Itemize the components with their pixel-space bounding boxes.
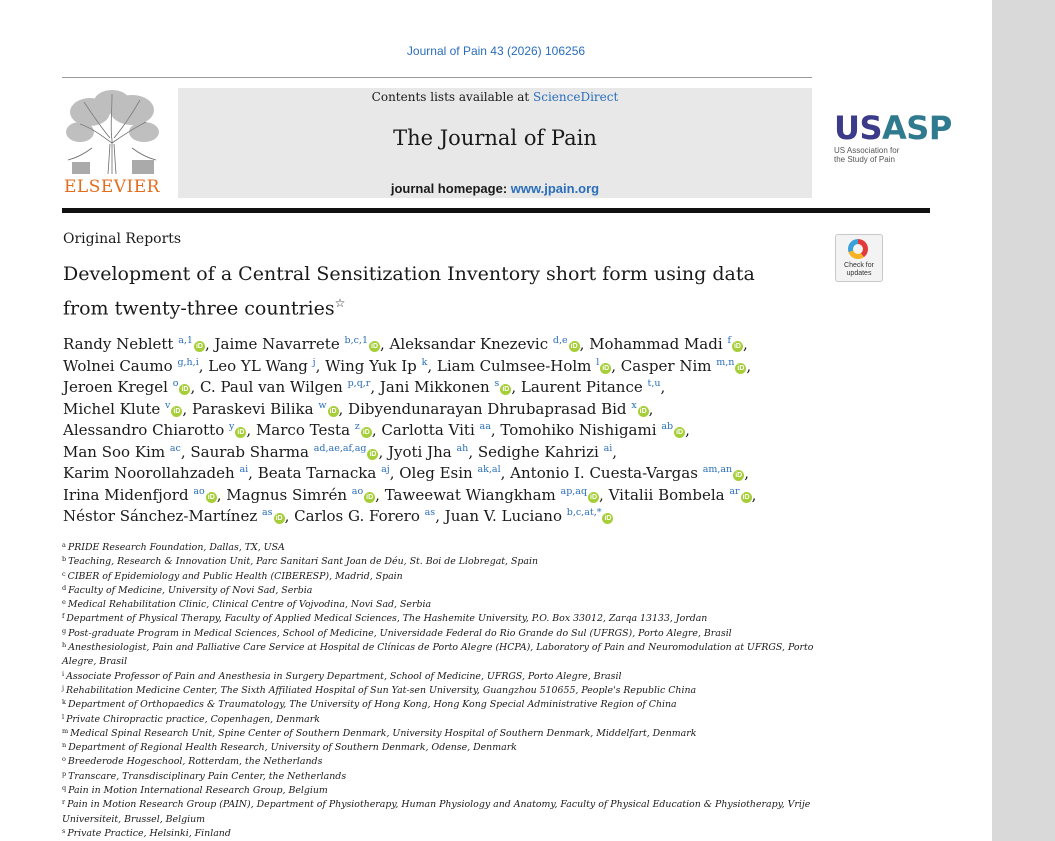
- affiliation-item: [62, 827, 822, 841]
- affiliation-text: Teaching, Research & Innovation Unit, Parc Sanitari Sant Joan de Déu, St. Boi de Llobregat, Spain: [68, 556, 539, 568]
- author-name-link[interactable]: [63, 421, 246, 439]
- affiliation-text: Private Practice, Helsinki, Finland: [67, 827, 231, 839]
- author-name-link[interactable]: [390, 335, 580, 353]
- author-separator: ,: [216, 485, 227, 504]
- author-separator: ,: [599, 485, 609, 504]
- author-name-link[interactable]: [609, 486, 752, 504]
- author-name: Oleg Esin: [399, 464, 473, 482]
- author-name-link[interactable]: [208, 357, 315, 375]
- author-line: [63, 506, 823, 528]
- author-line: [63, 463, 823, 485]
- affiliation-item: [62, 727, 822, 741]
- homepage-label: journal homepage:: [390, 181, 511, 196]
- author-name-link[interactable]: [385, 486, 599, 504]
- author-name: Leo YL Wang: [208, 356, 308, 375]
- orcid-icon[interactable]: iD: [207, 493, 215, 501]
- author-name: Carlotta Viti: [381, 421, 475, 439]
- author-name-link[interactable]: [63, 357, 199, 375]
- author-name: Sedighe Kahrizi: [477, 442, 599, 461]
- check-updates-label: [836, 262, 882, 278]
- affiliation-key: f: [62, 612, 65, 621]
- author-separator: ,: [180, 442, 191, 461]
- author-name: Laurent Pitance: [520, 378, 643, 396]
- author-affiliation-marker[interactable]: l: [596, 356, 600, 368]
- author-separator: ,: [751, 485, 757, 504]
- author-name: Randy Neblett: [63, 335, 174, 353]
- article-title-line-2: [63, 289, 803, 323]
- affiliation-key: e: [62, 598, 66, 607]
- orcid-icon[interactable]: iD: [173, 407, 181, 415]
- affiliation-key: c: [62, 569, 66, 578]
- orcid-icon[interactable]: iD: [366, 493, 374, 501]
- author-name-link[interactable]: [258, 464, 390, 482]
- author-affiliation-marker[interactable]: k: [421, 356, 428, 368]
- author-name-link[interactable]: [478, 443, 612, 461]
- affiliation-text: Medical Spinal Research Unit, Spine Center of Southern Denmark, University Hospital of Southern Denmark, Middelfart, Denmark: [70, 727, 697, 739]
- author-name: Alessandro Chiarotto: [63, 421, 225, 439]
- affiliation-item: [62, 627, 822, 641]
- affiliation-key: s: [62, 826, 66, 835]
- author-name-link[interactable]: [200, 378, 370, 396]
- journal-name: The Journal of Pain: [393, 126, 597, 150]
- author-name: Michel Klute: [63, 399, 161, 418]
- author-name-link[interactable]: [63, 507, 285, 525]
- viewer-side-gutter: [992, 0, 1055, 841]
- author-affiliation-marker[interactable]: aa: [479, 421, 491, 432]
- affiliation-item: [62, 770, 822, 784]
- author-affiliation-marker[interactable]: ai: [603, 442, 613, 454]
- orcid-icon[interactable]: iD: [570, 343, 578, 350]
- author-affiliation-marker[interactable]: p,q,r: [347, 378, 371, 389]
- author-name-link[interactable]: [325, 357, 427, 375]
- author-name-link[interactable]: [63, 335, 205, 353]
- orcid-icon[interactable]: iD: [275, 515, 283, 522]
- affiliation-text: CIBER of Epidemiology and Public Health (CIBERESP), Madrid, Spain: [67, 570, 403, 582]
- affiliation-key: o: [62, 755, 66, 764]
- author-affiliation-marker[interactable]: aj: [381, 464, 390, 475]
- author-separator: ,: [435, 507, 445, 525]
- author-affiliation-marker[interactable]: b,c,at,*: [566, 507, 602, 518]
- author-name-link[interactable]: [437, 357, 611, 375]
- affiliation-text: Post-graduate Program in Medical Sciences, School of Medicine, Universidade Federal do Rio Grande do Sul (UFRGS), Porto Alegre, Brasil: [68, 627, 732, 639]
- author-name: Mohammad Madi: [589, 335, 723, 353]
- affiliation-key: b: [62, 555, 67, 564]
- author-separator: ,: [380, 335, 390, 353]
- author-separator: ,: [490, 421, 501, 439]
- affiliation-text: Anesthesiologist, Pain and Palliative Care Service at Hospital de Clínicas de Porto Alegre (HCPA), Laboratory of Pain and Neuromodulation at UFRGS, Porto Alegre, Brasil: [62, 642, 814, 668]
- author-affiliation-marker[interactable]: ao: [351, 485, 364, 497]
- affiliation-item: [62, 555, 822, 569]
- author-separator: ,: [648, 399, 654, 418]
- author-name-link[interactable]: [63, 464, 248, 482]
- homepage-line: [178, 181, 812, 196]
- author-separator: ,: [744, 464, 749, 482]
- contents-prefix: Contents lists available at: [371, 90, 534, 104]
- affiliation-key: r: [62, 798, 66, 807]
- elsevier-logo[interactable]: [62, 88, 162, 200]
- orcid-icon[interactable]: iD: [742, 493, 750, 501]
- author-affiliation-marker[interactable]: ac: [169, 442, 181, 454]
- affiliation-text: Associate Professor of Pain and Anesthesia in Surgery Department, School of Medicine, UFRGS, Porto Alegre, Brasil: [66, 670, 622, 682]
- affiliation-key: a: [62, 541, 66, 549]
- author-name-link[interactable]: [348, 400, 649, 418]
- affiliation-item: [62, 584, 822, 598]
- author-name: Dibyendunarayan Dhrubaprasad Bid: [348, 399, 627, 418]
- author-line: [63, 399, 823, 421]
- article-section-label: Original Reports: [63, 231, 182, 247]
- orcid-icon[interactable]: iD: [733, 343, 741, 350]
- author-line: [63, 334, 823, 356]
- orcid-icon[interactable]: iD: [676, 429, 684, 436]
- author-affiliation-marker[interactable]: a,1: [178, 335, 193, 346]
- affiliation-list: [62, 541, 822, 841]
- article-title-line-2-text: from twenty-three countries: [63, 297, 335, 320]
- affiliation-text: Department of Orthopaedics & Traumatology, The University of Hong Kong, Hong Kong Special Administrative Region of China: [67, 699, 677, 711]
- author-name: Liam Culmsee-Holm: [436, 356, 592, 375]
- masthead-banner: [178, 88, 812, 198]
- elsevier-wordmark: ELSEVIER: [64, 177, 160, 197]
- affiliation-item: [62, 784, 822, 798]
- author-name: Jeroen Kregel: [63, 378, 168, 396]
- author-name: Jani Mikkonen: [379, 378, 490, 396]
- affiliation-text: Department of Physical Therapy, Faculty of Applied Medical Sciences, The Hashemite University, P.O. Box 33012, Zarqa 13133, Jordan: [66, 613, 708, 625]
- author-separator: ,: [612, 442, 618, 461]
- author-separator: ,: [190, 378, 200, 396]
- homepage-link[interactable]: www.jpain.org: [510, 181, 600, 196]
- author-affiliation-marker[interactable]: x: [631, 399, 637, 411]
- author-name-link[interactable]: [445, 507, 614, 525]
- affiliation-text: Rehabilitation Medicine Center, The Sixth Affiliated Hospital of Sun Yat-sen University, Guangzhou 510655, People's Republic China: [66, 684, 697, 696]
- affiliation-text: Breederode Hogeschool, Rotterdam, the Netherlands: [67, 756, 323, 768]
- orcid-icon[interactable]: iD: [502, 386, 510, 393]
- affiliation-key: p: [62, 769, 67, 778]
- article-title: [63, 260, 803, 323]
- author-affiliation-marker[interactable]: o: [172, 378, 179, 389]
- author-affiliation-marker[interactable]: ao: [193, 485, 205, 497]
- sciencedirect-link[interactable]: ScienceDirect: [533, 90, 619, 104]
- author-affiliation-marker[interactable]: ap,aq: [560, 485, 588, 497]
- orcid-icon[interactable]: iD: [735, 472, 743, 479]
- author-name-link[interactable]: [63, 400, 182, 418]
- author-separator: ,: [742, 335, 748, 353]
- author-name: Aleksandar Knezevic: [389, 335, 549, 353]
- author-name-link[interactable]: [192, 400, 339, 418]
- affiliation-key: h: [62, 641, 67, 650]
- masthead-thick-rule: [62, 208, 930, 213]
- orcid-icon[interactable]: iD: [604, 515, 612, 522]
- author-name: Wing Yuk Ip: [325, 356, 417, 375]
- affiliation-key: m: [62, 726, 69, 735]
- author-name: Taweewat Wiangkham: [384, 485, 556, 504]
- author-separator: ,: [660, 378, 666, 396]
- author-name: C. Paul van Wilgen: [200, 378, 343, 396]
- affiliation-key: k: [62, 698, 66, 707]
- author-separator: ,: [371, 421, 382, 439]
- author-separator: ,: [246, 421, 256, 439]
- affiliation-text: Pain in Motion Research Group (PAIN), Department of Physiotherapy, Human Physiology and Anatomy, Faculty of Physical Education & Physiotherapy, Vrije Universiteit, Brussel, Belgium: [62, 799, 811, 825]
- author-name: Vitalii Bombela: [608, 485, 725, 504]
- author-separator: ,: [685, 421, 690, 439]
- author-separator: ,: [370, 378, 380, 396]
- author-separator: ,: [338, 399, 349, 418]
- author-name-link[interactable]: [510, 464, 744, 482]
- author-line: [63, 420, 823, 442]
- author-affiliation-marker[interactable]: ai: [239, 464, 249, 475]
- affiliation-item: [62, 570, 822, 584]
- author-name-link[interactable]: [190, 443, 378, 461]
- author-name: Antonio I. Cuesta-Vargas: [510, 464, 698, 482]
- author-affiliation-marker[interactable]: y: [229, 421, 235, 432]
- author-line: [63, 356, 823, 378]
- author-separator: ,: [389, 464, 400, 482]
- article-title-line-1: Development of a Central Sensitization Inventory short form using data: [63, 263, 755, 285]
- author-list: [63, 334, 823, 528]
- usasp-wordmark: USASP: [834, 109, 952, 147]
- orcid-icon[interactable]: iD: [371, 343, 378, 350]
- author-affiliation-marker[interactable]: g,h,i: [177, 356, 199, 368]
- author-separator: ,: [248, 464, 258, 482]
- affiliation-item: [62, 698, 822, 712]
- author-name: Carlos G. Forero: [294, 507, 420, 525]
- author-name-link[interactable]: [380, 378, 511, 396]
- author-affiliation-marker[interactable]: ar: [729, 485, 740, 497]
- usasp-logo[interactable]: [834, 109, 952, 170]
- affiliation-item: [62, 641, 822, 670]
- affiliation-item: [62, 798, 822, 827]
- author-name: Jaime Navarrete: [214, 335, 340, 353]
- usasp-tagline-2: the Study of Pain: [834, 155, 895, 164]
- author-name-link[interactable]: [294, 507, 435, 525]
- author-name-link[interactable]: [256, 421, 372, 439]
- masthead: [62, 88, 952, 200]
- author-affiliation-marker[interactable]: z: [354, 421, 360, 432]
- author-affiliation-marker[interactable]: ah: [456, 442, 469, 454]
- orcid-icon[interactable]: iD: [181, 386, 189, 393]
- author-separator: ,: [198, 356, 209, 375]
- author-name-link[interactable]: [214, 335, 380, 353]
- author-name-link[interactable]: [621, 357, 747, 375]
- orcid-icon[interactable]: iD: [602, 364, 610, 372]
- affiliation-key: q: [62, 784, 67, 793]
- affiliation-item: [62, 670, 822, 684]
- affiliation-text: Pain in Motion International Research Group, Belgium: [68, 785, 328, 797]
- author-separator: ,: [378, 442, 388, 461]
- check-updates-line-2: updates: [846, 270, 872, 277]
- author-affiliation-marker[interactable]: b,c,1: [344, 335, 368, 346]
- author-affiliation-marker[interactable]: ad,ae,af,ag: [313, 442, 367, 454]
- orcid-icon[interactable]: iD: [362, 429, 370, 436]
- orcid-icon[interactable]: iD: [590, 493, 598, 501]
- affiliation-item: [62, 713, 822, 727]
- affiliation-key: n: [62, 741, 67, 750]
- author-name-link[interactable]: [63, 486, 217, 504]
- author-name: Beata Tarnacka: [257, 464, 377, 482]
- affiliation-text: Private Chiropractic practice, Copenhagen, Denmark: [66, 713, 320, 725]
- author-affiliation-marker[interactable]: ab: [661, 421, 674, 432]
- author-name: Marco Testa: [255, 421, 351, 439]
- author-line: [63, 442, 823, 464]
- author-affiliation-marker[interactable]: t,u: [647, 378, 661, 389]
- author-separator: ,: [427, 356, 437, 375]
- author-separator: ,: [579, 335, 590, 353]
- affiliation-key: d: [62, 583, 67, 592]
- affiliation-key: i: [62, 669, 65, 678]
- author-name-link[interactable]: [63, 443, 181, 461]
- author-affiliation-marker[interactable]: as: [262, 507, 273, 518]
- orcid-icon[interactable]: iD: [195, 343, 203, 350]
- author-name: Saurab Sharma: [190, 442, 309, 461]
- author-affiliation-marker[interactable]: f: [727, 335, 731, 346]
- author-affiliation-marker[interactable]: am,an: [702, 464, 733, 475]
- elsevier-tree-icon: [62, 88, 162, 176]
- check-updates-line-1: Check for: [844, 262, 874, 269]
- author-name: Néstor Sánchez-Martínez: [63, 507, 258, 525]
- affiliation-text: Transcare, Transdisciplinary Pain Center, the Netherlands: [68, 770, 347, 782]
- usasp-tagline-1: US Association for: [834, 146, 900, 155]
- crossmark-icon: [848, 239, 868, 259]
- affiliation-item: [62, 684, 822, 698]
- author-affiliation-marker[interactable]: d,e: [552, 335, 568, 346]
- author-name: Magnus Simrén: [226, 485, 347, 504]
- orcid-icon[interactable]: iD: [237, 429, 245, 436]
- orcid-icon[interactable]: iD: [639, 407, 647, 415]
- author-separator: ,: [284, 507, 295, 525]
- author-separator: ,: [511, 378, 521, 396]
- author-name-link[interactable]: [63, 378, 190, 396]
- check-for-updates-button[interactable]: [835, 234, 883, 282]
- author-line: [63, 377, 823, 399]
- author-affiliation-marker[interactable]: ak,al: [477, 464, 501, 475]
- author-name: Tomohiko Nishigami: [500, 421, 657, 439]
- author-name: Irina Midenfjord: [63, 485, 189, 504]
- author-affiliation-marker[interactable]: j: [312, 356, 316, 368]
- author-affiliation-marker[interactable]: w: [318, 399, 327, 411]
- author-name-link[interactable]: [500, 421, 685, 439]
- author-name-link[interactable]: [521, 378, 661, 396]
- author-name-link[interactable]: [226, 486, 375, 504]
- author-name: Wolnei Caumo: [63, 356, 173, 375]
- affiliation-text: Medical Rehabilitation Clinic, Clinical Centre of Vojvodina, Novi Sad, Serbia: [67, 599, 432, 611]
- author-separator: ,: [375, 485, 385, 504]
- author-name-link[interactable]: [399, 464, 500, 482]
- affiliation-key: l: [62, 712, 65, 721]
- author-affiliation-marker[interactable]: s: [494, 378, 500, 389]
- title-footnote-star-link[interactable]: ☆: [334, 296, 346, 310]
- author-name: Karim Noorollahzadeh: [63, 464, 235, 482]
- journal-citation-link[interactable]: Journal of Pain 43 (2026) 106256: [406, 44, 586, 58]
- author-separator: ,: [611, 356, 621, 375]
- author-name-link[interactable]: [388, 443, 468, 461]
- affiliation-key: g: [62, 626, 67, 635]
- affiliation-item: [62, 598, 822, 612]
- header-rule: [62, 77, 812, 78]
- author-name: Juan V. Luciano: [444, 507, 562, 525]
- affiliation-text: Faculty of Medicine, University of Novi Sad, Serbia: [68, 584, 313, 596]
- affiliation-item: [62, 741, 822, 755]
- author-separator: ,: [468, 442, 478, 461]
- author-name: Jyoti Jha: [388, 442, 452, 461]
- author-separator: ,: [182, 399, 192, 418]
- author-affiliation-marker[interactable]: m,n: [716, 356, 735, 368]
- orcid-icon[interactable]: iD: [329, 407, 337, 415]
- author-name-link[interactable]: [589, 335, 743, 353]
- author-name-link[interactable]: [381, 421, 491, 439]
- author-name: Man Soo Kim: [63, 442, 166, 461]
- author-affiliation-marker[interactable]: as: [424, 507, 436, 518]
- author-name: Paraskevi Bilika: [191, 399, 314, 418]
- author-separator: ,: [315, 356, 326, 375]
- affiliation-key: j: [62, 683, 65, 692]
- affiliation-text: PRIDE Research Foundation, Dallas, TX, USA: [67, 542, 285, 553]
- contents-line: [178, 90, 812, 104]
- orcid-icon[interactable]: iD: [369, 450, 377, 458]
- author-line: [63, 485, 823, 507]
- affiliation-text: Department of Regional Health Research, University of Southern Denmark, Odense, Denmark: [68, 742, 517, 754]
- author-separator: ,: [500, 464, 511, 482]
- author-name: Casper Nim: [620, 356, 712, 375]
- affiliation-item: [62, 541, 822, 555]
- affiliation-item: [62, 612, 822, 626]
- orcid-icon[interactable]: iD: [737, 364, 745, 372]
- affiliation-item: [62, 755, 822, 769]
- author-separator: ,: [746, 356, 752, 375]
- author-affiliation-marker[interactable]: v: [165, 399, 171, 411]
- author-separator: ,: [204, 335, 215, 353]
